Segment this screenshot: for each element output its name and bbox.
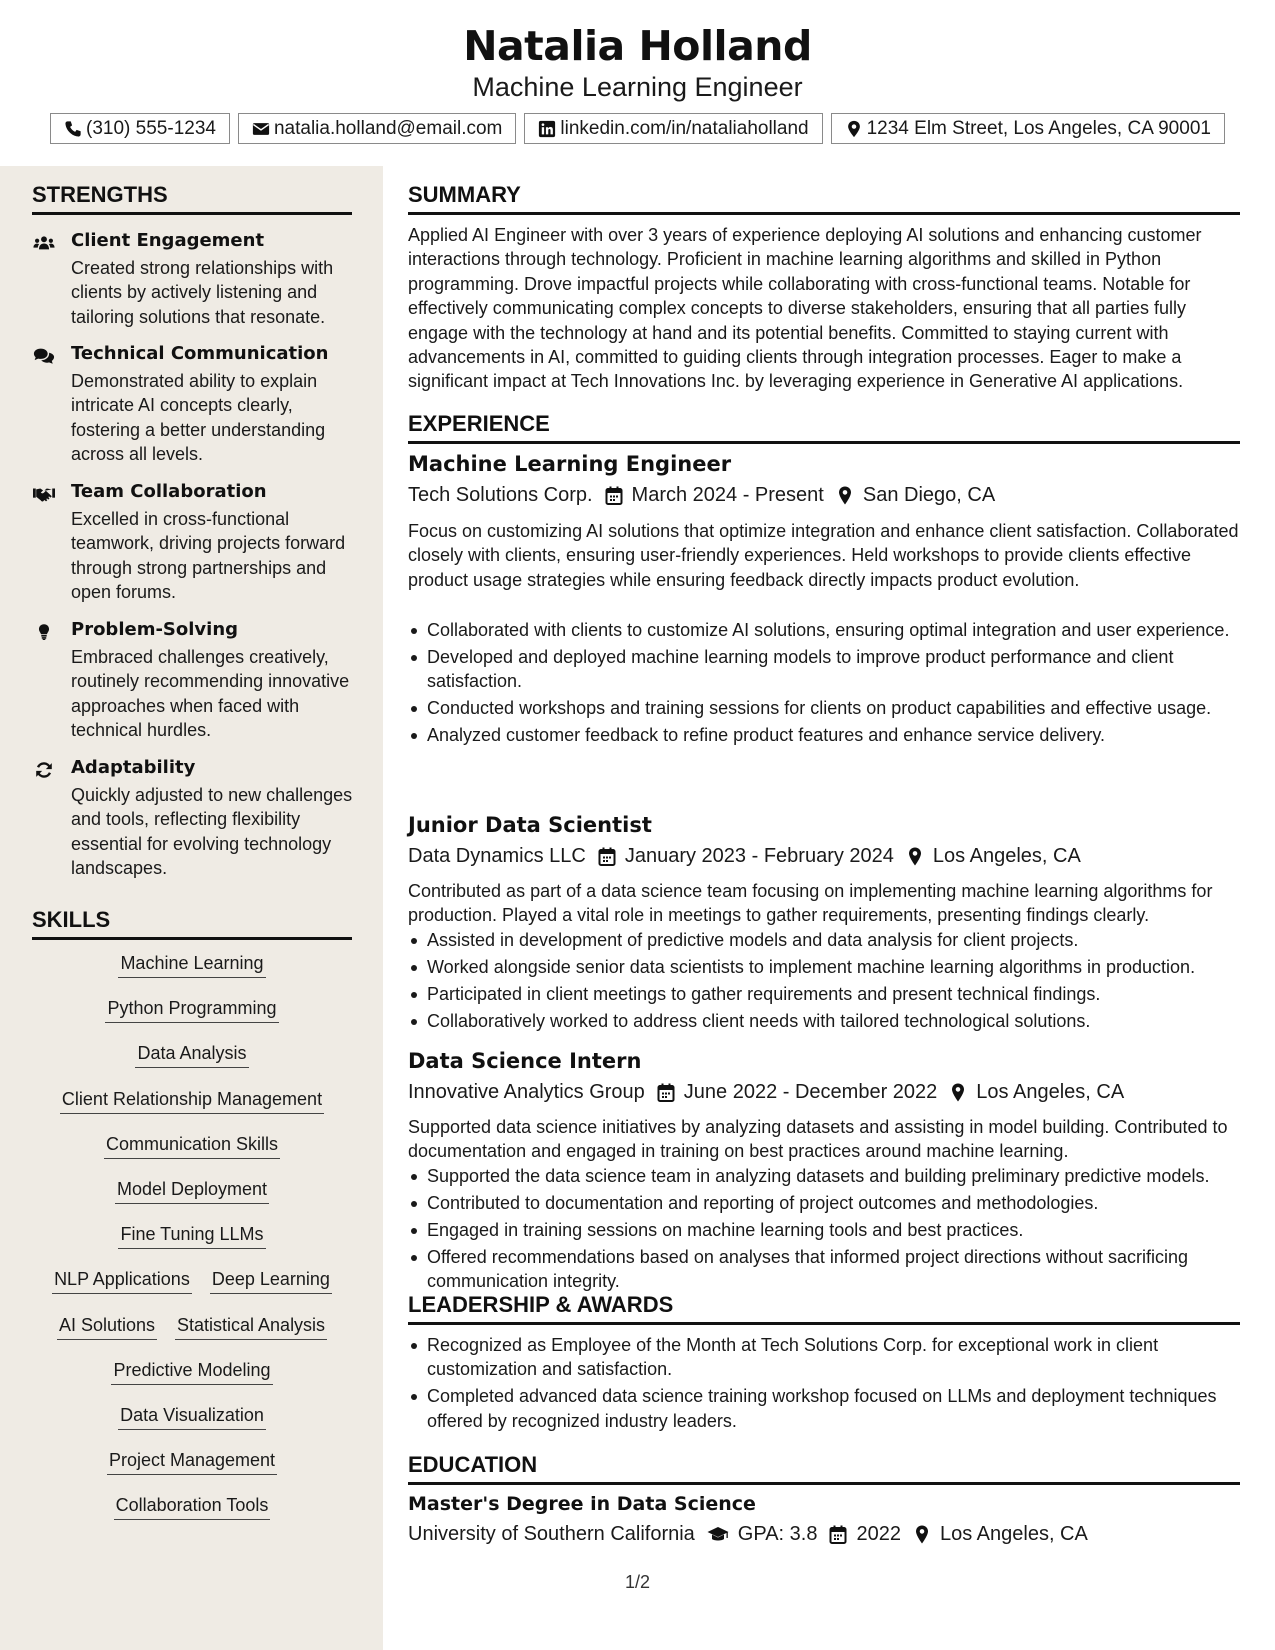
list-item: Worked alongside senior data scientists to implement machine learning algorithms in production. <box>408 955 1240 979</box>
job-bullets <box>408 618 1240 750</box>
skills-row <box>32 1178 352 1223</box>
job-company: Innovative Analytics Group <box>408 1081 645 1103</box>
job-location: Los Angeles, CA <box>976 1081 1125 1103</box>
job-location: Los Angeles, CA <box>932 845 1081 867</box>
calendar-icon <box>598 847 616 866</box>
job-bullets <box>408 1164 1240 1296</box>
skills-heading: SKILLS <box>32 907 352 940</box>
skill-tag: Statistical Analysis <box>175 1314 327 1340</box>
degree-title: Master's Degree in Data Science <box>408 1493 756 1515</box>
summary-text: Applied AI Engineer with over 3 years of experience deploying AI solutions and enhancing customer interactions through technology. Proficient in machine learning algorithms and skilled in Python programming. Drove impactful projects while collaborating with cross-functional teams. Notable for effectively communicating complex concepts to diverse stakeholders, ensuring that all parties fully engage with the technology at hand and its potential benefits. Committed to staying current with advancements in AI, committed to guiding clients through integration processes. Eager to make a significant impact at Tech Innovations Inc. by leveraging experience in Generative AI applications. <box>408 225 1202 392</box>
skill-tag: Deep Learning <box>210 1268 332 1294</box>
contact-address <box>831 113 1225 144</box>
list-item: Collaboratively worked to address client needs with tailored technological solutions. <box>408 1009 1240 1033</box>
strength-description: Excelled in cross-functional teamwork, driving projects forward through strong partnerships and open forums. <box>71 509 346 602</box>
skills-row <box>32 1268 352 1313</box>
job-title: Machine Learning Engineer <box>408 452 732 476</box>
strength-title: Technical Communication <box>71 343 329 364</box>
strength-description: Embraced challenges creatively, routinely recommending innovative approaches when faced with technical hurdles. <box>71 647 350 740</box>
gpa: GPA: 3.8 <box>737 1523 818 1545</box>
map-pin-icon <box>949 1083 967 1102</box>
contact-phone-text: (310) 555-1234 <box>86 117 216 139</box>
education-location: Los Angeles, CA <box>939 1523 1088 1545</box>
contact-email-text: natalia.holland@email.com <box>273 117 503 139</box>
contact-address-text: 1234 Elm Street, Los Angeles, CA 90001 <box>866 117 1211 139</box>
comments-icon <box>32 346 56 366</box>
skill-tag: Model Deployment <box>115 1178 269 1204</box>
skill-tag: Machine Learning <box>118 952 265 978</box>
skill-tag: AI Solutions <box>57 1314 157 1340</box>
graduation-cap-icon <box>707 1525 729 1544</box>
skills-row <box>32 997 352 1042</box>
linkedin-icon <box>538 120 556 138</box>
education-meta <box>408 1523 1088 1546</box>
skills-row <box>32 1042 352 1087</box>
job-title: Junior Data Scientist <box>408 813 652 837</box>
job-bullets <box>408 928 1240 1036</box>
strength-description: Quickly adjusted to new challenges and tools, reflecting flexibility essential for evolving technology landscapes. <box>71 785 353 878</box>
skills-row <box>32 1494 352 1539</box>
contact-linkedin-text: linkedin.com/in/nataliaholland <box>560 117 809 139</box>
job-dates: June 2022 - December 2022 <box>683 1081 938 1103</box>
list-item: Completed advanced data science training workshop focused on LLMs and deployment techniques offered by recognized industry leaders. <box>408 1384 1240 1433</box>
job-meta <box>408 484 995 507</box>
skills-row <box>32 1223 352 1268</box>
skills-row <box>32 1088 352 1133</box>
summary-heading: SUMMARY <box>408 182 1240 215</box>
job-company: Data Dynamics LLC <box>408 845 586 867</box>
candidate-name: Natalia Holland <box>463 22 812 70</box>
experience-heading: EXPERIENCE <box>408 411 1240 444</box>
calendar-icon <box>605 486 623 505</box>
skill-tag: Predictive Modeling <box>111 1359 272 1385</box>
strength-title: Adaptability <box>71 757 196 778</box>
job-meta <box>408 845 1081 868</box>
envelope-icon <box>252 120 270 138</box>
skill-tag: NLP Applications <box>52 1268 192 1294</box>
skills-list <box>32 952 352 1539</box>
strength-description: Created strong relationships with clients by actively listening and tailoring solutions that resonate. <box>71 258 334 327</box>
job-description: Supported data science initiatives by analyzing datasets and assisting in model building. Contributed to documentation and engaged in training on best practices around machine learning. <box>408 1117 1228 1162</box>
job-dates: January 2023 - February 2024 <box>624 845 894 867</box>
job-description: Contributed as part of a data science team focusing on implementing machine learning algorithms for production. Played a vital role in meetings to gather requirements, presenting findings clearly. <box>408 881 1213 926</box>
map-pin-icon <box>836 486 854 505</box>
list-item: Developed and deployed machine learning models to improve product performance and client satisfaction. <box>408 645 1240 694</box>
skill-tag: Project Management <box>107 1449 277 1475</box>
list-item: Offered recommendations based on analyses that informed project directions without sacrificing communication integrity. <box>408 1245 1240 1294</box>
job-meta <box>408 1081 1124 1104</box>
job-company: Tech Solutions Corp. <box>408 484 593 506</box>
graduation-year: 2022 <box>856 1523 901 1545</box>
map-pin-icon <box>845 120 863 138</box>
skill-tag: Data Analysis <box>135 1042 248 1068</box>
contact-phone <box>50 113 230 144</box>
list-item: Participated in client meetings to gather requirements and present technical findings. <box>408 982 1240 1006</box>
map-pin-icon <box>913 1525 931 1544</box>
sync-icon <box>32 760 56 780</box>
job-dates: March 2024 - Present <box>631 484 824 506</box>
skill-tag: Data Visualization <box>118 1404 266 1430</box>
list-item: Assisted in development of predictive models and data analysis for client projects. <box>408 928 1240 952</box>
contact-bar <box>0 113 1275 144</box>
strength-title: Problem-Solving <box>71 619 239 640</box>
contact-linkedin[interactable] <box>524 113 822 144</box>
leadership-heading: LEADERSHIP & AWARDS <box>408 1292 1240 1325</box>
calendar-icon <box>657 1083 675 1102</box>
phone-icon <box>64 120 82 138</box>
list-item: Engaged in training sessions on machine learning tools and best practices. <box>408 1218 1240 1242</box>
candidate-title: Machine Learning Engineer <box>472 72 803 102</box>
skill-tag: Python Programming <box>105 997 278 1023</box>
school-name: University of Southern California <box>408 1523 695 1545</box>
skills-row <box>32 1404 352 1449</box>
strength-title: Team Collaboration <box>71 481 267 502</box>
skills-row <box>32 952 352 997</box>
skills-row <box>32 1314 352 1359</box>
job-title: Data Science Intern <box>408 1049 642 1073</box>
strength-title: Client Engagement <box>71 230 265 251</box>
handshake-icon <box>32 484 56 504</box>
map-pin-icon <box>906 847 924 866</box>
calendar-icon <box>829 1525 847 1544</box>
education-heading: EDUCATION <box>408 1452 1240 1485</box>
job-description: Focus on customizing AI solutions that optimize integration and enhance client satisfaction. Collaborated closely with clients, ensuring user-friendly experiences. Held workshops to provide clients effective product usage strategies while ensuring feedback directly impacts product evolution. <box>408 521 1239 590</box>
resume-header <box>0 0 1275 160</box>
contact-email[interactable] <box>238 113 516 144</box>
skill-tag: Collaboration Tools <box>114 1494 271 1520</box>
list-item: Analyzed customer feedback to refine product features and enhance service delivery. <box>408 723 1240 747</box>
skills-row <box>32 1449 352 1494</box>
page-number: 1/2 <box>625 1572 651 1592</box>
list-item: Contributed to documentation and reporting of project outcomes and methodologies. <box>408 1191 1240 1215</box>
skill-tag: Client Relationship Management <box>60 1088 324 1114</box>
lightbulb-icon <box>32 622 56 642</box>
skills-row <box>32 1133 352 1178</box>
skill-tag: Communication Skills <box>104 1133 280 1159</box>
list-item: Supported the data science team in analyzing datasets and building preliminary predictive models. <box>408 1164 1240 1188</box>
list-item: Collaborated with clients to customize AI solutions, ensuring optimal integration and user experience. <box>408 618 1240 642</box>
strengths-heading: STRENGTHS <box>32 182 352 215</box>
list-item: Recognized as Employee of the Month at Tech Solutions Corp. for exceptional work in client customization and satisfaction. <box>408 1333 1240 1382</box>
strength-description: Demonstrated ability to explain intricate AI concepts clearly, fostering a better understanding across all levels. <box>71 371 326 464</box>
leadership-bullets <box>408 1333 1240 1436</box>
job-location: San Diego, CA <box>862 484 996 506</box>
list-item: Conducted workshops and training sessions for clients on product capabilities and effective usage. <box>408 696 1240 720</box>
skills-row <box>32 1359 352 1404</box>
users-icon <box>32 233 56 253</box>
skill-tag: Fine Tuning LLMs <box>118 1223 265 1249</box>
